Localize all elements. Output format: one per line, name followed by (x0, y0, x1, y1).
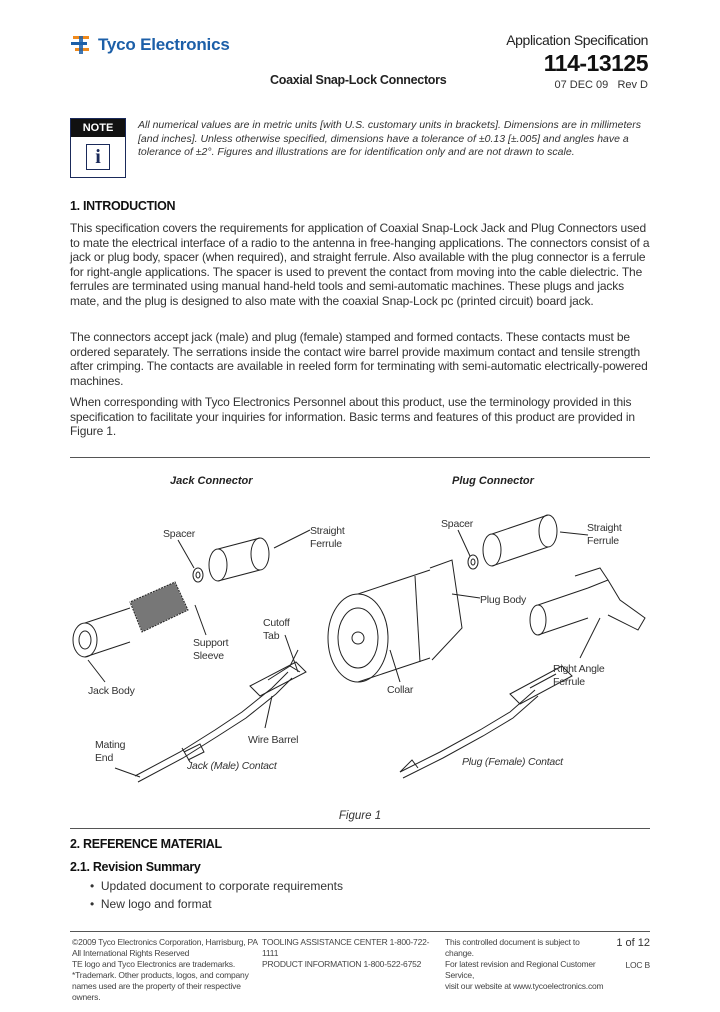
callout-support-sleeve: Support Sleeve (193, 637, 229, 662)
jack-body-drawing (73, 582, 188, 657)
figure-1-illustration (60, 490, 660, 790)
spec-header (506, 32, 648, 91)
spec-type: Application Specification (506, 32, 648, 48)
footer-tooling: TOOLING ASSISTANCE CENTER 1-800-722-1111 PRODUCT INFORMATION 1-800-522-6752 (262, 937, 430, 969)
callout-right-angle-ferrule: Right Angle Ferrule (553, 663, 605, 688)
callout-mating-end: Mating End (95, 739, 126, 764)
callout-collar: Collar (387, 684, 414, 696)
figure-bottom-rule (70, 828, 650, 829)
plug-spacer-drawing (468, 555, 478, 569)
callout-plug-contact: Plug (Female) Contact (462, 756, 563, 768)
list-item: • New logo and format (90, 897, 212, 911)
document-title: Coaxial Snap-Lock Connectors (270, 73, 447, 87)
plug-body-drawing (328, 560, 462, 682)
callout-wire-barrel: Wire Barrel (248, 734, 299, 746)
intro-paragraph-1: This specification covers the requirements for application of Coaxial Snap-Lock Jack and Plug Connectors used to mate the electrical interface of a radio to the antenna in free-hanging applications. The connectors consist of a jack or plug body, spacer (when required), and straight ferrule. Also available with the plug connector is a ferrule for right-angle applications. The spacer is used to prevent the contact from moving into the cable dielectric. The ferrules are terminated using manual hand-held tools and semi-automatic machines. These plugs and jacks mate, and the plug is designed to also mate with the coaxial Snap-Lock pc (printed circuit) board jack. (70, 221, 650, 308)
list-item: • Updated document to corporate requirements (90, 879, 344, 893)
section-heading-reference: 2. REFERENCE MATERIAL (70, 837, 222, 851)
callout-cutoff-tab: Cutoff Tab (263, 617, 290, 642)
footer-rule (70, 931, 650, 932)
figure-top-rule (70, 457, 650, 458)
info-icon: i (86, 144, 110, 170)
spec-date: 07 DEC 09 (554, 79, 609, 91)
note-label: NOTE (71, 119, 125, 137)
tyco-logo-icon (70, 34, 92, 56)
callout-jack-straight-ferrule: Straight Ferrule (310, 525, 345, 550)
company-name: Tyco Electronics (98, 35, 230, 54)
callout-plug-body: Plug Body (480, 594, 527, 606)
note-text: All numerical values are in metric units [with U.S. customary units in brackets]. Dimensions are in millimeters [and inches]. Unless otherwise specified, dimensions have a tolerance of ±0.13 [±.005] and angles have a tolerance of ±2°. Figures and illustrations are for identification only and are not drawn to scale. (138, 119, 642, 158)
callout-plug-spacer: Spacer (441, 518, 474, 530)
section-heading-introduction: 1. INTRODUCTION (70, 199, 176, 213)
intro-paragraph-2: The connectors accept jack (male) and plug (female) stamped and formed contacts. These contacts must be ordered separately. The serrations inside the contact wire barrel provide maximum contact and tensile strength after crimping. The contacts are available in reeled form for terminating with semi-automatic electrically-powered machines. (70, 330, 648, 388)
intro-paragraph-3: When corresponding with Tyco Electronics Personnel about this product, use the terminology provided in this specification to facilitate your inquiries for information. Basic terms and features of this product are provided in Figure 1. (70, 395, 635, 439)
figure-caption: Figure 1 (338, 810, 382, 822)
callout-jack-spacer: Spacer (163, 528, 196, 540)
footer-loc: LOC B (625, 960, 650, 970)
footer-controlled-doc: This controlled document is subject to change. For latest revision and Regional Customer Service, visit our website at www.tycoelectronics.com (445, 937, 604, 991)
callout-plug-straight-ferrule: Straight Ferrule (587, 522, 622, 547)
company-logo (70, 34, 230, 56)
callout-jack-body: Jack Body (88, 685, 135, 697)
callout-jack-contact: Jack (Male) Contact (187, 760, 277, 772)
spec-number: 114-13125 (543, 50, 648, 76)
spec-revision: Rev D (617, 79, 648, 91)
jack-spacer-drawing (193, 568, 203, 582)
note-box (70, 118, 126, 178)
plug-connector-title: Plug Connector (452, 475, 534, 487)
subsection-heading-revision-summary: 2.1. Revision Summary (70, 860, 201, 874)
page-number: 1 of 12 (616, 937, 650, 949)
jack-connector-title: Jack Connector (170, 475, 253, 487)
spec-date-rev (506, 79, 648, 91)
footer-copyright: ©2009 Tyco Electronics Corporation, Harrisburg, PA All International Rights Reserved TE logo and Tyco Electronics are trademarks. *Trademark. Other products, logos, and company names used are the property of their respective owners. (72, 937, 258, 1002)
jack-straight-ferrule-drawing (209, 538, 269, 581)
revision-summary-list (90, 879, 343, 915)
right-angle-ferrule-drawing (530, 568, 645, 635)
plug-straight-ferrule-drawing (483, 515, 557, 566)
